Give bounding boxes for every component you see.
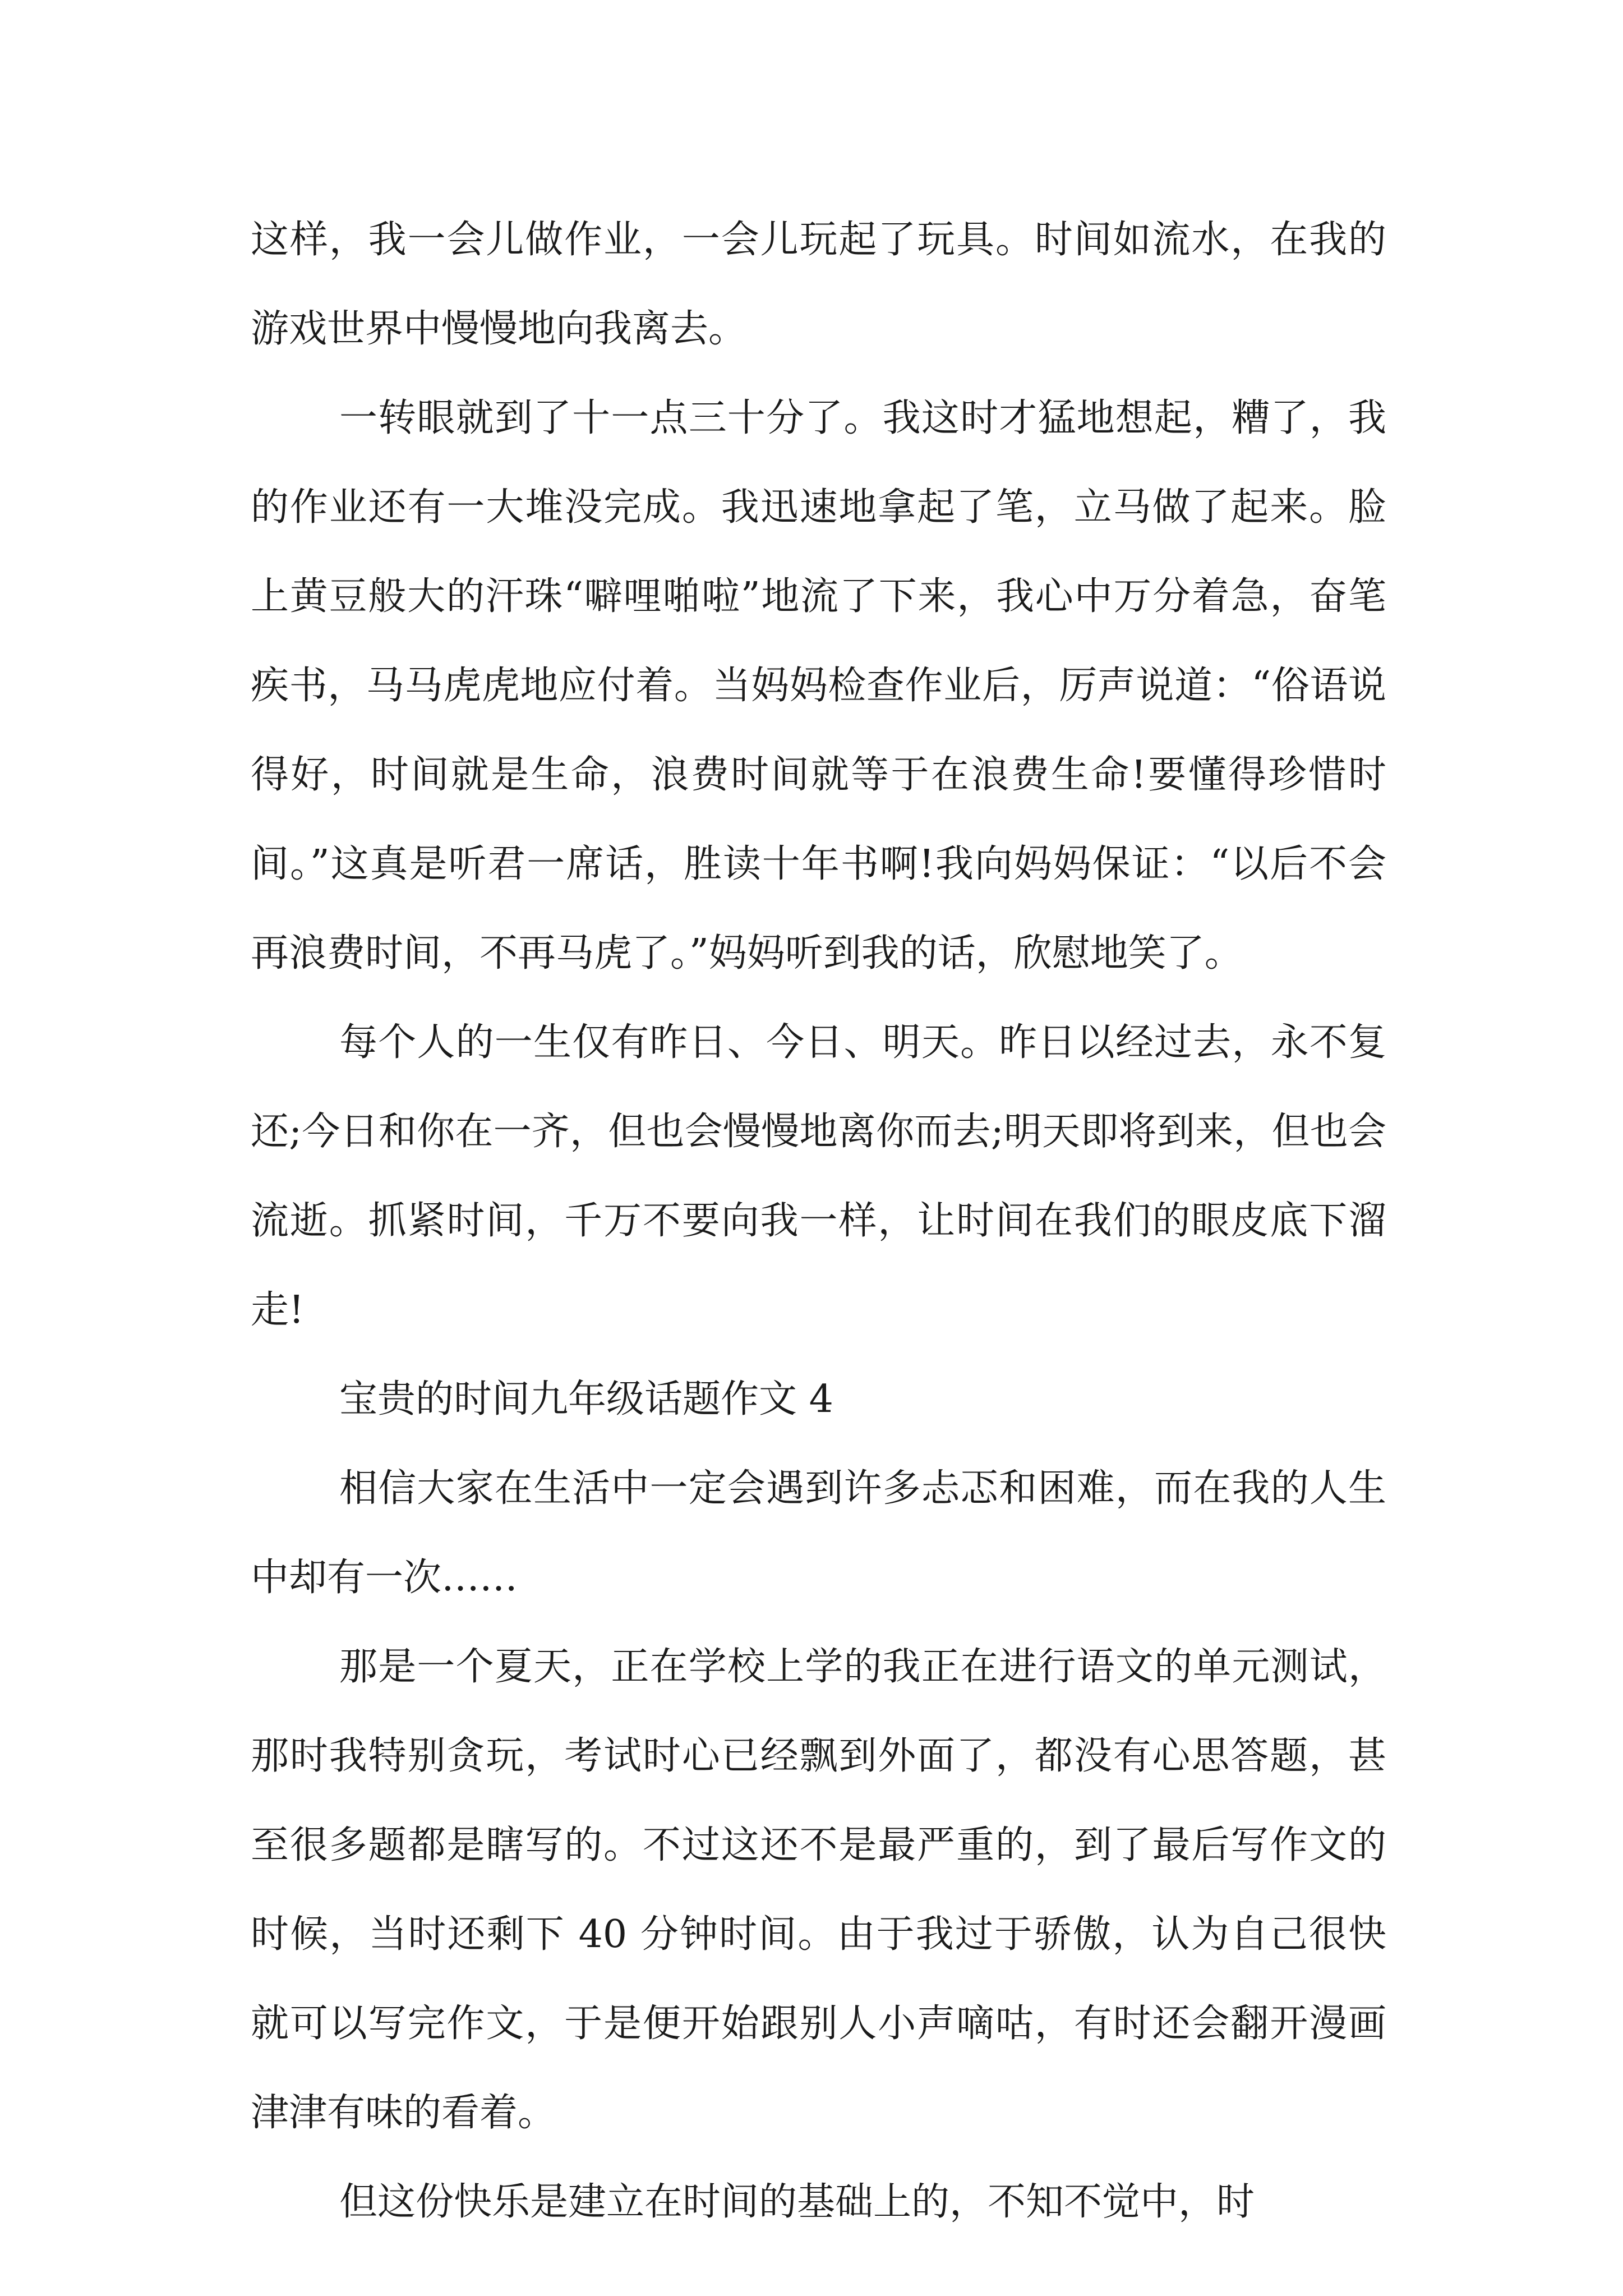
document-body [251, 195, 1386, 2247]
paragraph: 一转眼就到了十一点三十分了。我这时才猛地想起，糟了，我的作业还有一大堆没完成。我迅速地拿起了笔，立马做了起来。脸上黄豆般大的汗珠“噼哩啪啦”地流了下来，我心中万分着急，奋笔疾书，马马虎虎地应付着。当妈妈检查作业后，厉声说道：“俗语说得好，时间就是生命，浪费时间就等于在浪费生命!要懂得珍惜时间。”这真是听君一席话，胜读十年书啊!我向妈妈保证：“以后不会再浪费时间，不再马虎了。”妈妈听到我的话，欣慰地笑了。 [251, 396, 1386, 976]
paragraph: 相信大家在生活中一定会遇到许多忐忑和困难，而在我的人生中却有一次…… [251, 1466, 1386, 1600]
paragraph: 每个人的一生仅有昨日、今日、明天。昨日以经过去，永不复还;今日和你在一齐，但也会慢慢地离你而去;明天即将到来，但也会流逝。抓紧时间，千万不要向我一样，让时间在我们的眼皮底下溜走! [251, 1020, 1386, 1332]
section-title: 宝贵的时间九年级话题作文 4 [339, 1377, 833, 1421]
paragraph: 那是一个夏天，正在学校上学的我正在进行语文的单元测试，那时我特别贪玩，考试时心已经飘到外面了，都没有心思答题，甚至很多题都是瞎写的。不过这还不是最严重的，到了最后写作文的时候，当时还剩下 40 分钟时间。由于我过于骄傲，认为自己很快就可以写完作文，于是便开始跟别人小声嘀咕，有时还会翻开漫画津津有味的看着。 [251, 1645, 1386, 2135]
paragraph: 但这份快乐是建立在时间的基础上的，不知不觉中，时 [339, 2180, 1255, 2224]
paragraph-continued: 这样，我一会儿做作业，一会儿玩起了玩具。时间如流水，在我的游戏世界中慢慢地向我离去。 [251, 218, 1386, 351]
